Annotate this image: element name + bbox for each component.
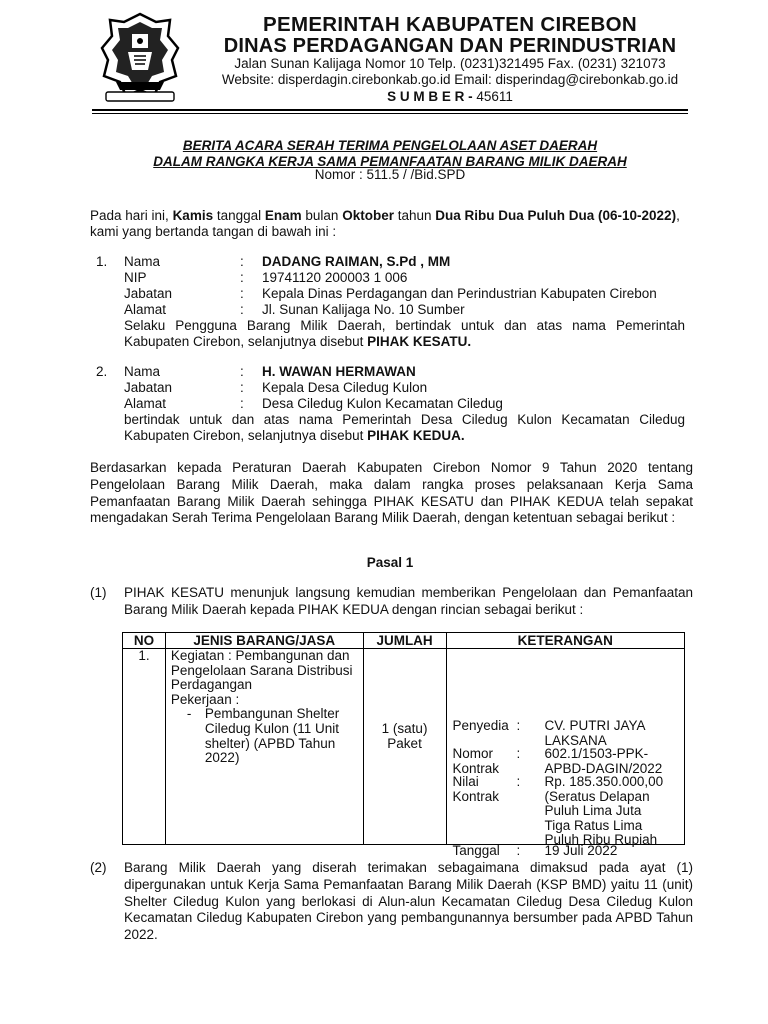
party-1-designation: PIHAK KESATU. <box>367 334 472 349</box>
sub-line: Pembangunan Shelter <box>204 706 340 722</box>
article-heading: Pasal 1 <box>366 555 414 570</box>
party-2-jabatan-label: Jabatan <box>124 380 173 395</box>
colon: : <box>240 364 244 379</box>
opening-month: Oktober <box>342 208 394 223</box>
jumlah-line: Paket <box>387 735 422 751</box>
regency-logo <box>98 12 182 104</box>
jumlah-line: 1 (satu) <box>381 721 428 736</box>
list-dash: - <box>186 706 192 722</box>
jenis-sub-item <box>171 707 363 765</box>
col-header-keterangan: KETERANGAN <box>446 633 684 649</box>
opening-day: Kamis <box>172 208 214 223</box>
party-2-number: 2. <box>96 364 108 379</box>
col-header-jumlah: JUMLAH <box>363 633 446 649</box>
colon: : <box>516 718 521 733</box>
address-line: Jalan Sunan Kalijaga Nomor 10 Telp. (0231)321495 Fax. (0231) 321073 <box>234 56 666 71</box>
nilai-line: Rp. 185.350.000,00 <box>544 774 664 789</box>
party-1-name-label: Nama <box>124 254 161 269</box>
opening-text: , <box>676 208 680 223</box>
colon: : <box>516 843 521 858</box>
nomor-label <box>453 747 500 776</box>
party-2-jabatan: Kepala Desa Ciledug Kulon <box>262 380 428 395</box>
opening-line-2: kami yang bertanda tangan di bawah ini : <box>90 224 337 239</box>
opening-text: Pada hari ini, <box>90 208 173 223</box>
party-1-desc-2 <box>124 334 471 351</box>
clause-1-text: PIHAK KESATU menunjuk langsung kemudian memberikan Pengelolaan dan Pemanfaatan Barang Milik Daerah kepada PIHAK KEDUA dengan rincian sebagai berikut : <box>124 585 693 617</box>
postcode: 45611 <box>472 89 513 104</box>
col-header-jenis: JENIS BARANG/JASA <box>165 633 363 649</box>
nilai-value <box>545 775 664 848</box>
party-2-desc-2 <box>124 428 465 445</box>
party-1-nip: 19741120 200003 1 006 <box>262 270 408 285</box>
nomor-label-line: Kontrak <box>452 760 500 776</box>
doc-title-2: DALAM RANGKA KERJA SAMA PEMANFAATAN BARANG MILIK DAERAH <box>153 154 627 169</box>
opening-date: Enam <box>264 208 302 223</box>
party-2-designation: PIHAK KEDUA. <box>367 428 465 443</box>
nilai-line: (Seratus Delapan <box>544 788 650 804</box>
doc-title-1: BERITA ACARA SERAH TERIMA PENGELOLAAN ASET DAERAH <box>182 138 598 153</box>
cell-keterangan <box>446 649 684 858</box>
party-2-name: H. WAWAN HERMAWAN <box>262 364 416 379</box>
party-1-alamat-label: Alamat <box>124 302 167 317</box>
penyedia-label: Penyedia <box>452 718 509 733</box>
party-2-alamat: Desa Ciledug Kulon Kecamatan Ciledug <box>262 396 503 411</box>
clause-2-number: (2) <box>90 860 107 875</box>
table-header-row <box>123 633 685 649</box>
cell-no <box>123 649 166 845</box>
nilai-label <box>453 775 500 804</box>
clause-1-number: (1) <box>90 585 107 600</box>
colon: : <box>240 396 244 411</box>
party-1-jabatan-label: Jabatan <box>124 286 173 301</box>
colon: : <box>240 286 244 301</box>
colon: : <box>240 302 244 317</box>
jenis-line: Pekerjaan : <box>170 691 240 707</box>
gov-name: PEMERINTAH KABUPATEN CIREBON <box>263 13 637 36</box>
nomor-value <box>545 747 663 776</box>
party-1-number: 1. <box>96 254 108 269</box>
party-1-jabatan: Kepala Dinas Perdagangan dan Perindustrian Kabupaten Cirebon <box>262 286 657 301</box>
sub-line: Ciledug Kulon (11 Unit <box>204 720 339 736</box>
row-number: 1. <box>138 648 150 663</box>
jenis-line: Perdagangan <box>170 677 252 693</box>
col-header-no: NO <box>123 633 166 649</box>
cell-jumlah <box>363 649 446 845</box>
jenis-line: Pengelolaan Sarana Distribusi <box>170 662 353 678</box>
party-1-alamat: Jl. Sunan Kalijaga No. 10 Sumber <box>262 302 465 317</box>
asset-table <box>122 632 685 858</box>
city-name: S U M B E R - <box>387 89 473 104</box>
party-2-alamat-label: Alamat <box>124 396 167 411</box>
header-rule-thick <box>92 109 688 111</box>
nilai-line: Tiga Ratus Lima <box>544 817 643 833</box>
nomor-label-line: Nomor <box>452 746 494 761</box>
party-2-desc-text: Kabupaten Cirebon, selanjutnya disebut <box>124 428 368 443</box>
colon: : <box>516 774 521 789</box>
nomor-line: APBD-DAGIN/2022 <box>544 760 663 776</box>
header-rule-thin <box>92 113 688 114</box>
keterangan-block <box>447 649 684 858</box>
nilai-label-line: Nilai <box>452 774 479 789</box>
sub-line: shelter) (APBD Tahun <box>204 735 336 751</box>
tanggal-label: Tanggal <box>452 843 500 858</box>
penyedia-line: CV. PUTRI JAYA <box>544 718 646 733</box>
nilai-line: Puluh Ribu Rupiah <box>544 832 658 848</box>
web-email-line <box>200 72 700 87</box>
clause-2-text: Barang Milik Daerah yang diserah terimakan sebagaimana dimaksud pada ayat (1) dipergunakan untuk Kerja Sama Pemanfaatan Barang Milik Daerah (KSP BMD) yaitu 11 (unit) Shelter Ciledug Kulon yang berlokasi di Alun-alun Kecamatan Ciledug Desa Ciledug Kulon Kecamatan Ciledug Kabupaten Cirebon yang pembangunannya bersumber pada APBD Tahun 2022. <box>124 860 693 943</box>
opening-line <box>90 208 680 225</box>
tanggal-value: 19 Juli 2022 <box>544 843 618 858</box>
penyedia-line: LAKSANA <box>544 732 607 748</box>
opening-text: tahun <box>393 208 436 223</box>
colon: : <box>240 380 244 395</box>
doc-number: Nomor : 511.5 / /Bid.SPD <box>314 167 466 182</box>
party-2-name-label: Nama <box>124 364 161 379</box>
cell-jenis <box>165 649 363 845</box>
colon: : <box>516 746 521 761</box>
sub-line: 2022) <box>204 750 240 766</box>
party-1-name: DADANG RAIMAN, S.Pd , MM <box>262 254 451 269</box>
nilai-label-line: Kontrak <box>452 788 500 804</box>
jenis-line: Kegiatan : Pembangunan dan <box>170 648 350 663</box>
regency-crest-icon <box>98 12 182 104</box>
city-line <box>200 89 700 104</box>
party-2-desc-1: bertindak untuk dan atas nama Pemerintah Desa Ciledug Kulon Kecamatan Ciledug <box>124 412 685 427</box>
opening-text: tanggal <box>213 208 265 223</box>
colon: : <box>240 270 244 285</box>
table-row <box>123 649 685 845</box>
web-email-text: Website: disperdagin.cirebonkab.go.id Email: disperindag@cirebonkab.go.id <box>221 72 679 87</box>
nilai-line: Puluh Lima Juta <box>544 803 642 819</box>
colon: : <box>240 254 244 269</box>
party-1-nip-label: NIP <box>124 270 147 285</box>
opening-text: bulan <box>301 208 343 223</box>
party-1-desc-text: Kabupaten Cirebon, selanjutnya disebut <box>124 334 368 349</box>
preamble-paragraph: Berdasarkan kepada Peraturan Daerah Kabupaten Cirebon Nomor 9 Tahun 2020 tentang Pengelolaan Barang Milik Daerah, maka dalam rangka proses pelaksanaan Kerja Sama Pemanfaatan Barang Milik Daerah sehingga PIHAK KESATU dan PIHAK KEDUA telah sepakat mengadakan Serah Terima Pengelolaan Barang Milik Daerah, dengan ketentuan sebagai berikut : <box>90 460 693 526</box>
opening-year: Dua Ribu Dua Puluh Dua (06-10-2022) <box>435 208 677 223</box>
nomor-line: 602.1/1503-PPK- <box>544 746 649 761</box>
party-1-desc-1: Selaku Pengguna Barang Milik Daerah, bertindak untuk dan atas nama Pemerintah <box>124 318 685 333</box>
agency-name: DINAS PERDAGANGAN DAN PERINDUSTRIAN <box>223 35 677 57</box>
penyedia-value <box>545 719 646 748</box>
